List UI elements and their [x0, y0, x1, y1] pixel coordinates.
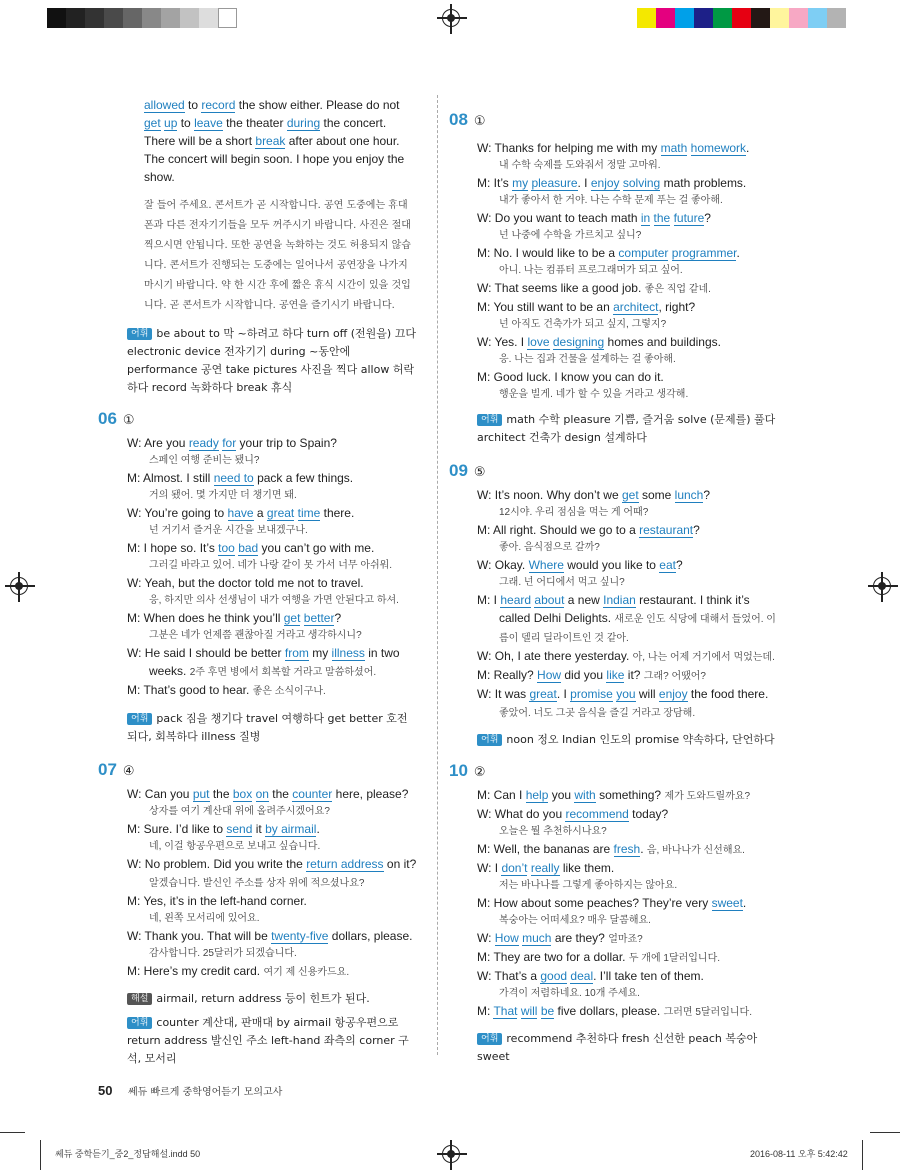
section-07-dialogue: W: Can you put the box on the counter here, please? 상자를 여기 계산대 위에 올려주시겠어요? M: Sure. I’d like to send it by airmail. 네, 이걸 항공우편으로 보내고 싶습니다. W: No problem. Did you write the return address on it? 알겠습니다. 발신인 주소를 상자 위에 적으셨나요? M: Yes, it’s in the left-hand corner. 네, 왼쪽 모서리에 있어요. W: Thank you. That will be twenty-five dollars, please. 감사합니다. 25달러가 되겠습니다. M: Here’s my credit card. 여기 제 신용카드요.	[127, 787, 417, 978]
section-09-heading: 09 ⑤	[449, 461, 486, 480]
registration-mark-icon	[10, 577, 28, 595]
crop-mark	[862, 1140, 863, 1170]
page-footer	[98, 1083, 282, 1098]
section-08-heading: 08 ①	[449, 110, 486, 129]
crop-mark	[870, 1132, 900, 1133]
section-08-dialogue: W: Thanks for helping me with my math homework. 내 수학 숙제를 도와줘서 정말 고마워. M: It’s my pleasure. I enjoy solving math problems. 내가 좋아서 한 거야. 나는 수학 문제 푸는 걸 좋아해. W: Do you want to teach math in the future? 넌 나중에 수학을 가르치고 싶니? M: No. I would like to be a computer programmer. 아니. 나는 컴퓨터 프로그래머가 되고 싶어. W: That seems like a good job. 좋은 직업 같네. M: You still want to be an architect, right? 넌 아직도 건축가가 되고 싶지, 그렇지? W: Yes. I love designing homes and buildings. 응. 나는 집과 건물을 설계하는 걸 좋아해. M: Good luck. I know you can do it. 행운을 빌게. 네가 할 수 있을 거라고 생각해.	[477, 141, 750, 400]
intro-vocab: 어휘 be about to 막 ~하려고 하다 turn off (전원을) 끄다 electronic device 전자기기 during ~동안에 performance 공연 take pictures 사진을 찍다 allow 허락하다 record 녹화하다 break 휴식	[127, 327, 416, 394]
registration-mark-icon	[442, 1145, 460, 1163]
section-10-vocab: 어휘 recommend 추천하다 fresh 신선한 peach 복숭아 sweet	[477, 1032, 758, 1063]
section-09-dialogue: W: It’s noon. Why don’t we get some lunch? 12시야. 우리 점심을 먹는 게 어때? M: All right. Should we go to a restaurant? 좋아. 음식점으로 갈까? W: Okay. Where would you like to eat? 그래. 넌 어디에서 먹고 싶니? M: I heard about a new Indian restaurant. I think it’s called Delhi Delights. 새로운 인도 식당에 대해서 들었어. 이름이 델리 딜라이트인 것 같아. W: Oh, I ate there yesterday. 아, 나는 어제 거기에서 먹었는데. M: Really? How did you like it? 그래? 어땠어? W: It was great. I promise you will enjoy the food there. 좋았어. 너도 그곳 음식을 즐길 거라고 장담해.	[477, 488, 776, 719]
crop-mark	[0, 1132, 25, 1133]
intro-translation: 잘 들어 주세요. 콘서트가 곧 시작합니다. 공연 도중에는 휴대폰과 다른 전자기기들을 모두 꺼주시기 바랍니다. 사진은 절대 찍으시면 안됩니다. 또한 공연을 녹화하는 것도 허용되지 않습니다. 콘서트가 진행되는 도중에는 일어나서 공연장을 나가지 마시기 바랍니다. 약 한 시간 후에 짧은 휴식 시간이 있을 것입니다. 곧 콘서트가 시작합니다. 공연을 즐기시기 바랍니다.	[144, 200, 411, 311]
date-slug: 2016-08-11 오후 5:42:42	[750, 1149, 848, 1159]
section-07-explain: 해설 airmail, return address 등이 힌트가 된다.	[127, 990, 417, 1008]
book-title: 쎄듀 빠르게 중학영어듣기 모의고사	[127, 1087, 283, 1098]
section-08-vocab: 어휘 math 수학 pleasure 기쁨, 즐거움 solve (문제를) 풀다 architect 건축가 design 설계하다	[477, 413, 776, 444]
grayscale-bar	[47, 8, 237, 28]
left-column	[98, 96, 417, 1068]
section-09-vocab: 어휘 noon 정오 Indian 인도의 promise 약속하다, 단언하다	[477, 731, 777, 749]
file-slug: 쎄듀 중학듣기_중2_정답해설.indd 50	[55, 1149, 201, 1159]
section-06-dialogue: W: Are you ready for your trip to Spain? 스페인 여행 준비는 됐니? M: Almost. I still need to pack a few things. 거의 됐어. 몇 가지만 더 챙기면 돼. W: You’re going to have a great time there. 넌 거기서 즐거운 시간을 보내겠구나. M: I hope so. It’s too bad you can’t go with me. 그러길 바라고 있어. 네가 나랑 같이 못 가서 너무 아쉬워. W: Yeah, but the doctor told me not to travel. 응, 하지만 의사 선생님이 내가 여행을 가면 안된다고 하셔. M: When does he think you’ll get better? 그분은 네가 언제쯤 괜찮아질 거라고 생각하시니? W: He said I should be better from my illness in two weeks. 2주 후면 병에서 회복할 거라고 말씀하셨어. M: That’s good to hear. 좋은 소식이구나.	[127, 436, 400, 697]
section-10-heading: 10 ②	[449, 761, 486, 780]
vocab-tag: 어휘	[127, 328, 152, 340]
intro-script: allowed to record the show either. Please do not get up to leave the theater during the concert. There will be a short break after about one hour. The concert will begin soon. I hope you enjoy the show.	[144, 98, 405, 184]
section-10-dialogue: M: Can I help you with something? 제가 도와드릴까요? W: What do you recommend today? 오늘은 뭘 추천하시나요? M: Well, the bananas are fresh. 음, 바나나가 신선해요. W: I don’t really like them. 저는 바나나를 그렇게 좋아하지는 않아요. M: How about some peaches? They’re very sweet. 복숭아는 어떠세요? 매우 달콤해요. W: How much are they? 얼마죠? M: They are two for a dollar. 두 개에 1달러입니다. W: That’s a good deal. I’ll take ten of them. 가격이 저렴하네요. 10개 주세요. M: That will be five dollars, please. 그러면 5달러입니다.	[477, 788, 752, 1018]
page-number: 50	[98, 1083, 113, 1098]
right-column	[449, 110, 777, 1066]
crop-mark	[40, 1140, 41, 1170]
section-07-vocab: 어휘 counter 계산대, 판매대 by airmail 항공우편으로 return address 발신인 주소 left-hand 좌측의 corner 구석, 모서리	[127, 1016, 409, 1065]
registration-mark-icon	[873, 577, 891, 595]
section-07-heading: 07 ④	[98, 760, 135, 779]
registration-mark-icon	[442, 9, 460, 27]
process-color-bar	[637, 8, 846, 28]
column-divider	[437, 95, 438, 1055]
section-06-vocab: 어휘 pack 짐을 챙기다 travel 여행하다 get better 호전되다, 회복하다 illness 질병	[127, 712, 408, 743]
section-06-heading: 06 ①	[98, 409, 135, 428]
